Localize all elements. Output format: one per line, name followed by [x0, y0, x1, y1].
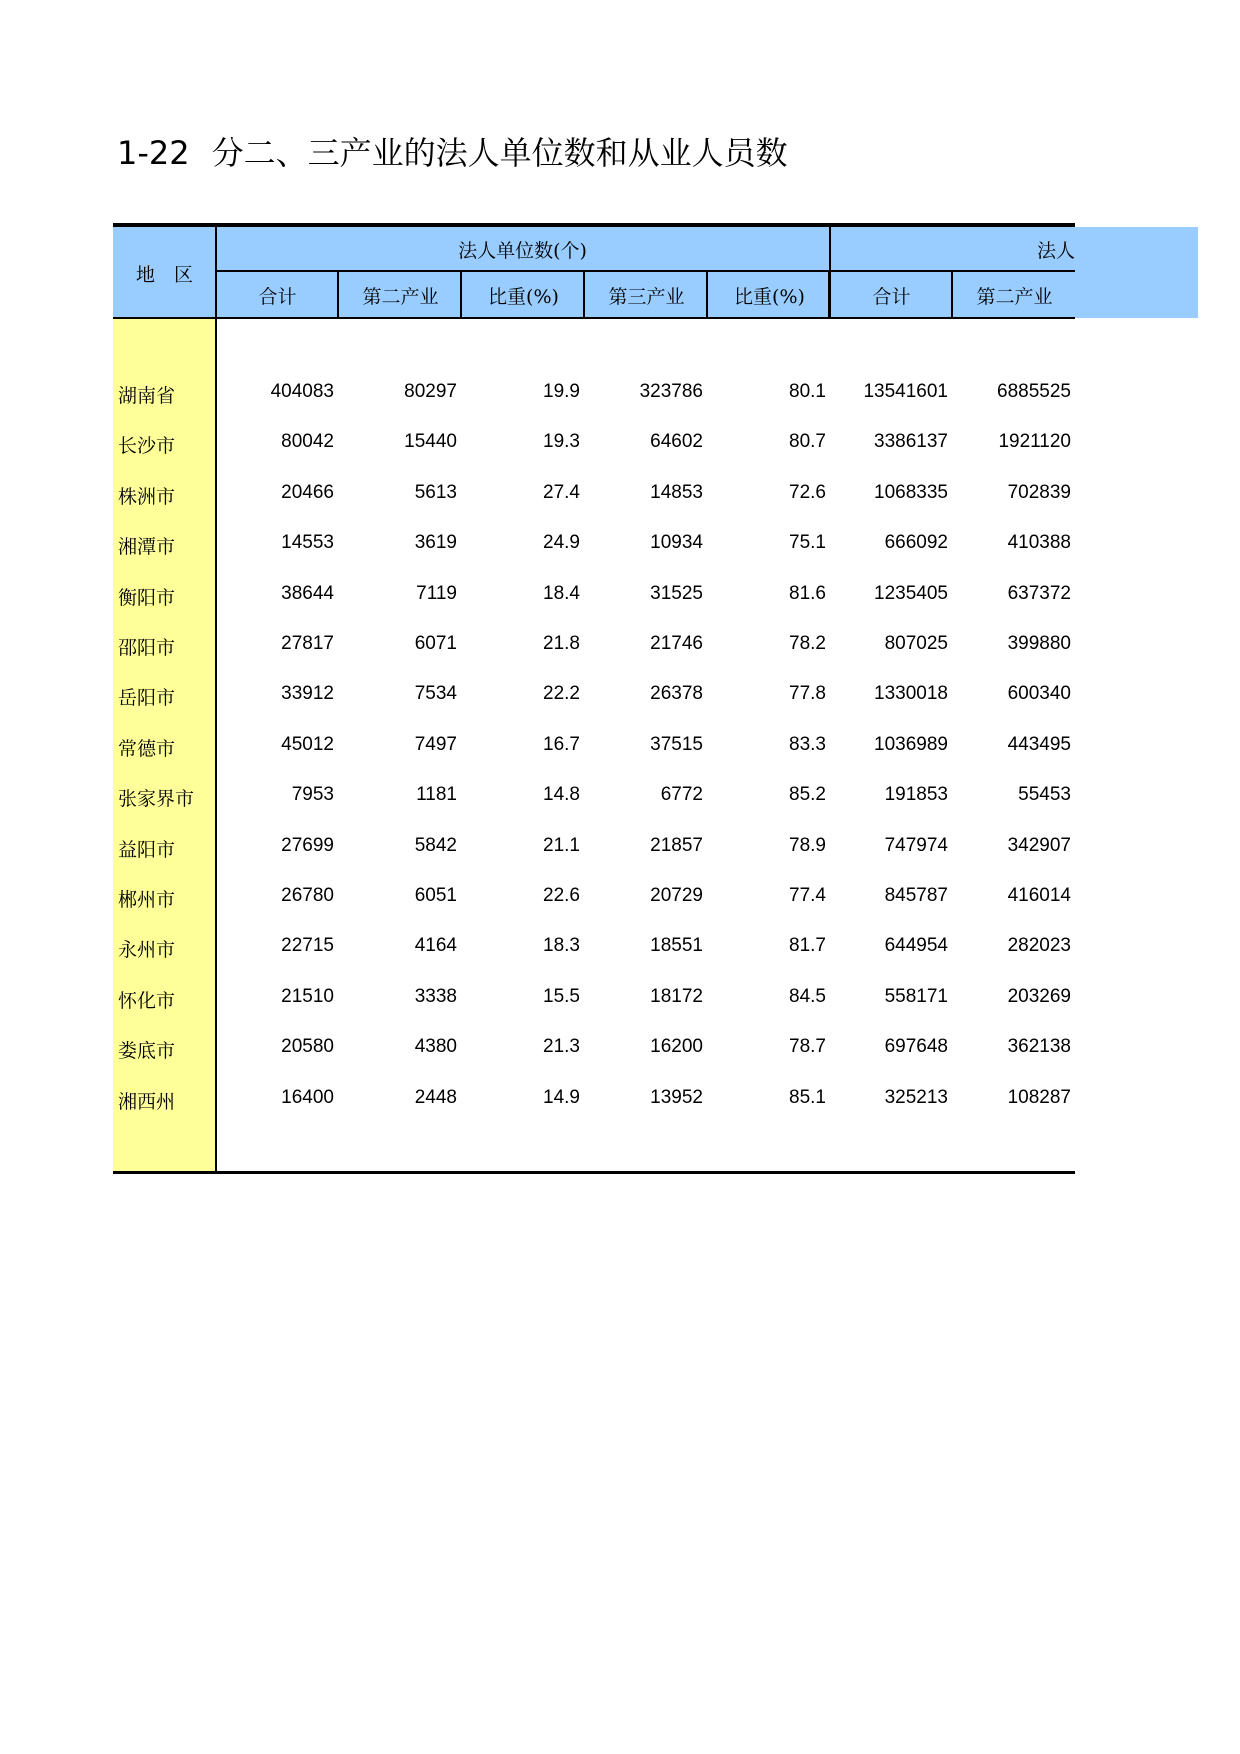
table-cell: 404083 — [270, 381, 334, 402]
table-cell: 10934 — [650, 532, 703, 554]
table-cell: 22.2 — [543, 683, 580, 705]
table-cell: 325213 — [884, 1086, 948, 1108]
table-cell: 702839 — [1007, 481, 1071, 503]
table-cell: 666092 — [884, 532, 948, 554]
table-cell: 18551 — [650, 935, 703, 957]
region-name: 湖南省 — [118, 385, 176, 407]
column-header: 比重(%) — [488, 286, 559, 308]
table-cell: 6051 — [414, 885, 457, 906]
table-cell: 83.3 — [789, 733, 826, 755]
region-name: 湘潭市 — [118, 536, 176, 559]
table-cell: 78.9 — [789, 834, 826, 856]
table-cell: 22.6 — [543, 885, 580, 906]
table-cell: 26780 — [281, 885, 334, 906]
table-cell: 807025 — [884, 633, 948, 654]
table-cell: 7119 — [416, 582, 457, 604]
table-cell: 77.4 — [789, 885, 826, 906]
table-cell: 78.7 — [789, 1036, 826, 1058]
table-cell: 15440 — [404, 431, 457, 453]
table-cell: 14.8 — [543, 784, 580, 806]
table-cell: 77.8 — [789, 683, 826, 705]
table-cell: 443495 — [1007, 733, 1071, 755]
table-cell: 37515 — [650, 733, 703, 755]
header-group-employees: 法人 — [1036, 240, 1075, 262]
table-cell: 3386137 — [874, 431, 948, 453]
table-cell: 1235405 — [874, 582, 948, 604]
table-cell: 342907 — [1007, 834, 1071, 856]
column-header: 第二产业 — [362, 286, 439, 308]
table-cell: 19.3 — [543, 431, 580, 453]
table-cell: 45012 — [281, 733, 334, 755]
region-name: 永州市 — [118, 939, 176, 962]
table-cell: 81.7 — [789, 935, 826, 957]
table-cell: 637372 — [1007, 582, 1071, 604]
table-cell: 85.1 — [789, 1086, 826, 1108]
column-header: 第二产业 — [976, 286, 1053, 308]
region-name: 湘西州 — [118, 1090, 176, 1113]
header-region: 地 区 — [135, 264, 193, 286]
table-cell: 20580 — [281, 1036, 334, 1058]
table-cell: 282023 — [1007, 935, 1071, 957]
table-cell: 81.6 — [789, 582, 826, 604]
region-name: 郴州市 — [118, 889, 176, 911]
table-cell: 6885525 — [997, 381, 1071, 402]
table-cell: 16.7 — [543, 733, 580, 755]
page-title: 1-22 分二、三产业的法人单位数和从业人员数 — [117, 134, 788, 172]
table-cell: 24.9 — [543, 532, 580, 554]
column-header: 合计 — [872, 286, 911, 308]
table-cell: 4380 — [414, 1036, 457, 1058]
table-cell: 13541601 — [863, 381, 948, 402]
region-name: 株洲市 — [118, 485, 176, 508]
table-cell: 747974 — [884, 834, 948, 856]
table-cell: 18.3 — [543, 935, 580, 957]
table-cell: 13952 — [650, 1086, 703, 1108]
table-cell: 14853 — [650, 481, 703, 503]
table-cell: 16400 — [281, 1086, 334, 1108]
table-cell: 3619 — [414, 532, 457, 554]
region-name: 岳阳市 — [118, 687, 176, 710]
table-cell: 55453 — [1018, 784, 1071, 806]
table-cell: 64602 — [650, 431, 703, 453]
table-cell: 1181 — [416, 784, 457, 806]
header-group-units: 法人单位数(个) — [458, 240, 587, 262]
table-cell: 410388 — [1007, 532, 1071, 554]
table-cell: 1068335 — [874, 481, 948, 503]
region-name: 益阳市 — [118, 838, 176, 861]
table-cell: 14553 — [281, 532, 334, 554]
table-cell: 72.6 — [789, 481, 826, 503]
table-cell: 191853 — [884, 784, 948, 806]
table-cell: 22715 — [281, 935, 334, 957]
region-name: 常德市 — [118, 737, 176, 760]
table-cell: 203269 — [1007, 985, 1071, 1007]
table-cell: 6071 — [414, 633, 457, 654]
table-cell: 26378 — [650, 683, 703, 705]
table-cell: 75.1 — [789, 532, 826, 554]
table-cell: 16200 — [650, 1036, 703, 1058]
table-cell: 20466 — [281, 481, 334, 503]
table-cell: 3338 — [414, 985, 457, 1007]
table-cell: 31525 — [650, 582, 703, 604]
table-cell: 20729 — [650, 885, 703, 906]
table-cell: 1330018 — [874, 683, 948, 705]
table-cell: 18.4 — [543, 582, 580, 604]
table-cell: 80297 — [404, 381, 457, 402]
table-cell: 697648 — [884, 1036, 948, 1058]
table-cell: 80042 — [281, 431, 334, 453]
table-cell: 845787 — [884, 885, 948, 906]
table-cell: 21510 — [281, 985, 334, 1007]
table-cell: 21.1 — [543, 834, 580, 856]
table-cell: 7534 — [414, 683, 457, 705]
table-cell: 33912 — [281, 683, 334, 705]
table-cell: 644954 — [884, 935, 948, 957]
table-cell: 19.9 — [543, 381, 580, 402]
table-cell: 15.5 — [543, 985, 580, 1007]
table-cell: 21.3 — [543, 1036, 580, 1058]
table-cell: 6772 — [660, 784, 703, 806]
region-name: 衡阳市 — [118, 586, 176, 609]
table-cell: 323786 — [639, 381, 703, 402]
table-cell: 1921120 — [998, 431, 1071, 453]
table-cell: 21857 — [650, 834, 703, 856]
table-cell: 399880 — [1007, 633, 1071, 654]
table-cell: 362138 — [1007, 1036, 1071, 1058]
table-cell: 84.5 — [789, 985, 826, 1007]
header-bottom-border — [113, 317, 1075, 319]
table-cell: 5842 — [414, 834, 457, 856]
column-header: 合计 — [258, 286, 297, 308]
table-cell: 78.2 — [789, 633, 826, 654]
table-cell: 80.1 — [789, 381, 826, 402]
table-cell: 85.2 — [789, 784, 826, 806]
table-cell: 600340 — [1007, 683, 1071, 705]
region-name: 张家界市 — [118, 788, 195, 811]
table-cell: 7497 — [414, 733, 457, 755]
table-cell: 2448 — [414, 1086, 457, 1108]
table-cell: 1036989 — [874, 733, 948, 755]
column-header: 比重(%) — [734, 286, 805, 308]
table-cell: 4164 — [414, 935, 457, 957]
table-cell: 5613 — [414, 481, 457, 503]
table-cell: 80.7 — [789, 431, 826, 453]
table-cell: 27699 — [281, 834, 334, 856]
header-divider — [215, 270, 1075, 272]
column-header: 第三产业 — [608, 286, 685, 308]
table-bottom-border — [113, 1171, 1075, 1174]
region-name: 怀化市 — [118, 989, 176, 1012]
table-cell: 21746 — [650, 633, 703, 654]
table-cell: 18172 — [650, 985, 703, 1007]
table-cell: 7953 — [291, 784, 334, 806]
table-cell: 14.9 — [543, 1086, 580, 1108]
region-divider — [215, 227, 217, 1172]
table-cell: 21.8 — [543, 633, 580, 654]
table-cell: 558171 — [884, 985, 948, 1007]
region-name: 长沙市 — [118, 435, 176, 458]
region-name: 邵阳市 — [118, 637, 176, 659]
table-top-border — [113, 223, 1075, 227]
table-cell: 27.4 — [543, 481, 580, 503]
table-cell: 38644 — [281, 582, 334, 604]
table-cell: 416014 — [1007, 885, 1071, 906]
table-cell: 108287 — [1007, 1086, 1071, 1108]
region-name: 娄底市 — [118, 1040, 176, 1063]
table-cell: 27817 — [281, 633, 334, 654]
